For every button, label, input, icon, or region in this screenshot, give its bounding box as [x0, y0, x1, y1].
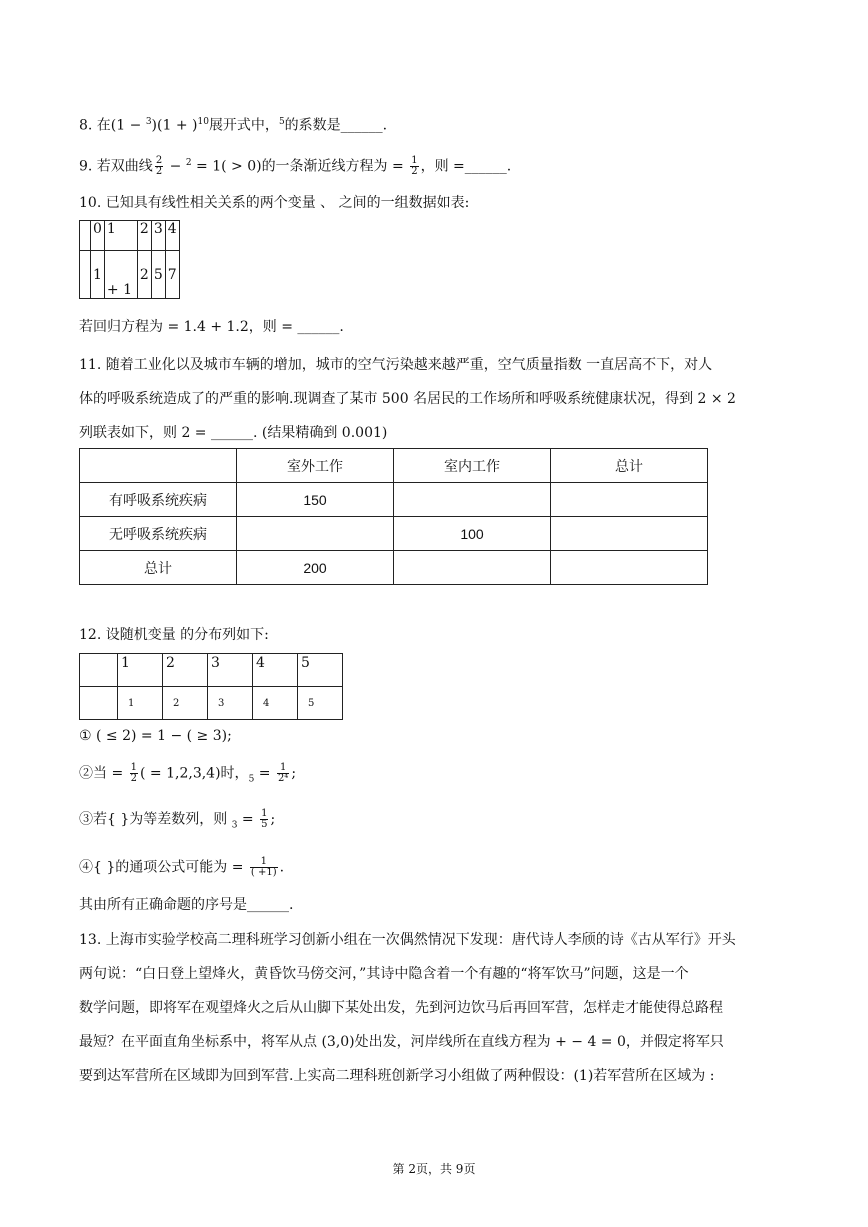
q10-table: [79, 220, 180, 299]
table-cell: 2: [163, 654, 208, 687]
table-cell: 4: [165, 221, 179, 251]
table-cell: 200: [237, 551, 394, 585]
q11-contingency-table: [79, 448, 708, 585]
table-cell: 1: [118, 654, 163, 687]
question-11-line2: 体的呼吸系统造成了的严重的影响.现调查了某市 500 名居民的工作场所和呼吸系统健康状况，得到 2 × 2: [79, 391, 736, 407]
statement-1: ① ( ≤ 2) = 1 − ( ≥ 3);: [79, 728, 232, 744]
table-row: [80, 483, 708, 517]
table-cell: 有呼吸系统疾病: [80, 483, 237, 517]
table-cell: 150: [237, 483, 394, 517]
table-cell: [551, 483, 708, 517]
table-cell: 4: [253, 654, 298, 687]
table-cell: [394, 483, 551, 517]
table-cell: [394, 551, 551, 585]
question-13-line1: 13. 上海市实验学校高二理科班学习创新小组在一次偶然情况下发现：唐代诗人李颀的诗《古从军行》开头: [79, 932, 736, 948]
table-cell: 3: [208, 687, 253, 720]
table-row: [80, 551, 708, 585]
table-cell: [237, 517, 394, 551]
table-header-cell: 总计: [551, 449, 708, 483]
question-13-line2: 两句说：“白日登上望烽火，黄昏饮马傍交河，”其诗中隐含着一个有趣的“将军饮马”问题，这是一个: [79, 966, 689, 982]
table-cell: [80, 654, 118, 687]
table-cell: 5: [298, 654, 343, 687]
table-cell: + 1: [104, 251, 137, 299]
table-cell: [80, 221, 91, 251]
table-cell: 2: [163, 687, 208, 720]
table-header-cell: 室外工作: [237, 449, 394, 483]
question-12-after: 其由所有正确命题的序号是______.: [79, 897, 294, 913]
table-cell: 4: [253, 687, 298, 720]
question-9: 9. 若双曲线 $\frac{2}{2}$ − $^2$ = 1( > 0)的一条渐近线方程为 = $\frac{1}{2}$ ，则 =______.: [79, 155, 512, 178]
statement-3: ③若{ }为等差数列，则 $_3$ = $\frac{1}{5}$ ;: [79, 808, 276, 831]
table-row: [80, 517, 708, 551]
table-row: [80, 654, 343, 687]
question-12-text: 12. 设随机变量 的分布列如下:: [79, 627, 269, 643]
table-cell: 3: [151, 221, 165, 251]
statement-2: ②当 = $\frac{1}{2}$ ( = 1,2,3,4)时，$_5$ = $\frac{1}{\text{2⁴}}$ ;: [79, 762, 297, 785]
table-cell: 3: [208, 654, 253, 687]
table-cell: 5: [298, 687, 343, 720]
table-cell: 1: [104, 221, 137, 251]
question-8: 8. 在$(1 - ^3)(1 + )^{10}$展开式中，$^5$的系数是______.: [79, 117, 388, 134]
table-cell: [80, 251, 91, 299]
table-cell: 7: [165, 251, 179, 299]
table-cell: [80, 687, 118, 720]
table-cell: 0: [91, 221, 105, 251]
table-cell: 5: [151, 251, 165, 299]
table-row: [80, 449, 708, 483]
table-cell: 100: [394, 517, 551, 551]
question-11-line3: 列联表如下，则 2 = ______. (结果精确到 0.001): [79, 425, 388, 441]
question-11-line1: 11. 随着工业化以及城市车辆的增加，城市的空气污染越来越严重，空气质量指数 一直居高不下，对人: [79, 357, 713, 373]
q12-distribution-table: [79, 653, 343, 720]
table-cell: 无呼吸系统疾病: [80, 517, 237, 551]
table-cell: 2: [137, 251, 151, 299]
table-row: [80, 687, 343, 720]
question-10-text: 10. 已知具有线性相关关系的两个变量 、 之间的一组数据如表:: [79, 195, 470, 211]
table-cell: 2: [137, 221, 151, 251]
page-footer: 第 2页，共 9页: [392, 1162, 476, 1176]
question-13-line5: 要到达军营所在区域即为回到军营.上实高二理科班创新学习小组做了两种假设：(1)若军营所在区域为 :: [79, 1068, 715, 1084]
table-cell: [551, 551, 708, 585]
question-13-line3: 数学问题，即将军在观望烽火之后从山脚下某处出发，先到河边饮马后再回军营，怎样走才能使得总路程: [79, 1000, 723, 1016]
question-10-after: 若回归方程为 = 1.4 + 1.2，则 = ______.: [79, 319, 344, 335]
question-13-line4: 最短？在平面直角坐标系中，将军从点 (3,0)处出发，河岸线所在直线方程为 + − 4 = 0，并假定将军只: [79, 1034, 724, 1050]
table-header-cell: 室内工作: [394, 449, 551, 483]
table-cell: [551, 517, 708, 551]
statement-4: ④{ }的通项公式可能为 = $\frac{1}{( +1)}$ .: [79, 856, 285, 878]
table-cell: 1: [91, 251, 105, 299]
table-cell: 总计: [80, 551, 237, 585]
table-header-cell: [80, 449, 237, 483]
table-cell: 1: [118, 687, 163, 720]
